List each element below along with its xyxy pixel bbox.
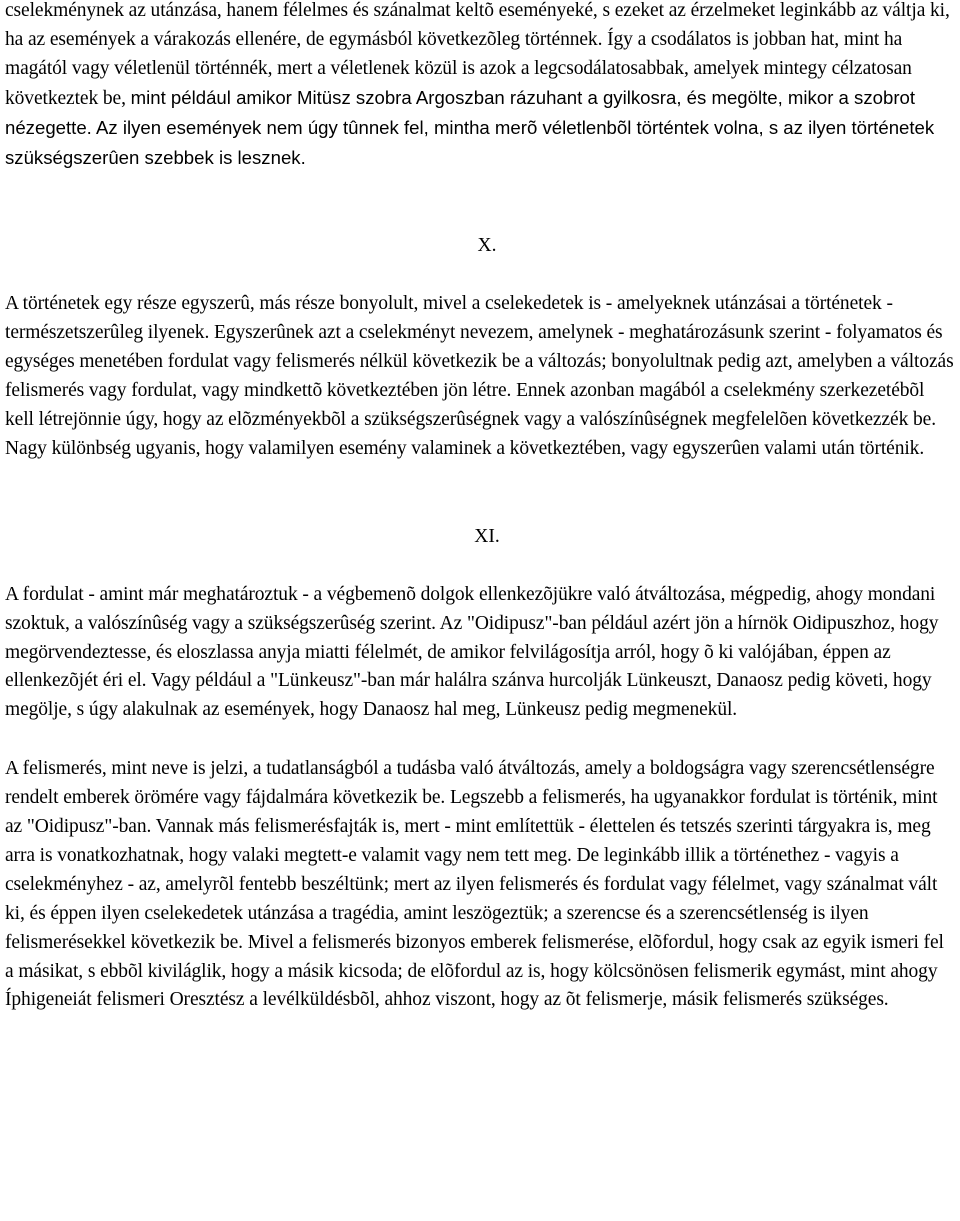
paragraph-4: A felismerés, mint neve is jelzi, a tudatlanságból a tudásba való átváltozás, amely a boldogságra vagy szerencsétlenségre rendelt emberek örömére vagy fájdalmára következik be. Legszebb a felismerés, ha ugyanakkor fordulat is történik, mint az "Oidipusz"-ban. Vannak más felismerésfajták is, mert - mint említettük - élettelen és tetszés szerinti tárgyakra is, meg arra is vonatkozhatnak, hogy valaki megtett-e valamit vagy nem tett meg. De leginkább illik a történethez - vagyis a cselekményhez - az, amelyrõl fentebb beszéltünk; mert az ilyen felismerés és fordulat vagy félelmet, vagy szánalmat vált ki, és éppen ilyen cselekedetek utánzása a tragédia, amint leszögeztük; a szerencse és a szerencsétlenség is ilyen felismerésekkel következik be. Mivel a felismerés bizonyos emberek felismerése, elõfordul, hogy csak az egyik ismeri fel a másikat, s ebbõl kiviláglik, hogy a másik kicsoda; de elõfordul az is, hogy kölcsönösen felismerik egymást, mint ahogy Íphigeneiát felismeri Oresztész a levélküldésbõl, ahhoz viszont, hogy az õt felismerje, másik felismerés szükséges. — [5, 758, 944, 1011]
section-heading-x: X. — [477, 235, 497, 257]
spacer — [5, 464, 957, 523]
spacer — [5, 725, 957, 755]
paragraph-1-serif-text: cselekménynek az utánzása, hanem félelmes és szánalmat keltõ eseményeké, s ezeket az érzelmeket leginkább az váltja ki, ha az események a várakozás ellenére, de egymásból következõleg történnek. Így a csodálatos is jobban hat, mint ha magától vagy véletlenül történnék, mert a véletlenek közül is azok a legcsodálatosabbak, amelyek mintegy célzatosan következtek be, — [5, 0, 950, 109]
spacer — [5, 261, 957, 290]
paragraph-1 — [5, 0, 957, 173]
paragraph-1-sans-text: mint például amikor Mitüsz szobra Argoszban rázuhant a gyilkosra, és megölte, mikor a szobrot nézegette. Az ilyen események nem úgy tûnnek fel, mintha merõ véletlenbõl történtek volna, s az ilyen történetek szükségszerûen szebbek is lesznek. — [5, 86, 935, 168]
document-page — [5, 0, 957, 1015]
paragraph-3: A fordulat - amint már meghatároztuk - a végbemenõ dolgok ellenkezõjükre való átváltozása, mégpedig, ahogy mondani szoktuk, a valószínûség vagy a szükségszerûség szerint. Az "Oidipusz"-ban például azért jön a hírnök Oidipuszhoz, hogy megörvendeztesse, és eloszlassa anyja miatti félelmét, de amikor felvilágosítja arról, hogy õ ki valójában, éppen az ellenkezõjét éri el. Vagy például a "Lünkeusz"-ban már halálra szánva hurcolják Lünkeuszt, Danaosz pedig követi, hogy megölje, s úgy alakulnak az események, hogy Danaosz hal meg, Lünkeusz pedig megmenekül. — [5, 583, 939, 721]
spacer — [5, 552, 957, 581]
spacer — [5, 173, 957, 232]
section-heading-xi: XI. — [474, 525, 500, 547]
paragraph-2: A történetek egy része egyszerû, más része bonyolult, mivel a cselekedetek is - amelyeknek utánzásai a történetek - természetszerûleg ilyenek. Egyszerûnek azt a cselekményt nevezem, amelynek - meghatározásunk szerint - folyamatos és egységes menetében fordulat vagy felismerés nélkül következik be a változás; bonyolultnak pedig azt, amelyben a változás felismerés vagy fordulat, vagy mindkettõ következtében jön létre. Ennek azonban magából a cselekmény szerkezetébõl kell létrejönnie úgy, hogy az elõzményekbõl a szükségszerûségnek vagy a valószínûségnek megfelelõen következzék be. Nagy különbség ugyanis, hogy valamilyen esemény valaminek a következtében, vagy egyszerûen valami után történik. — [5, 293, 954, 459]
